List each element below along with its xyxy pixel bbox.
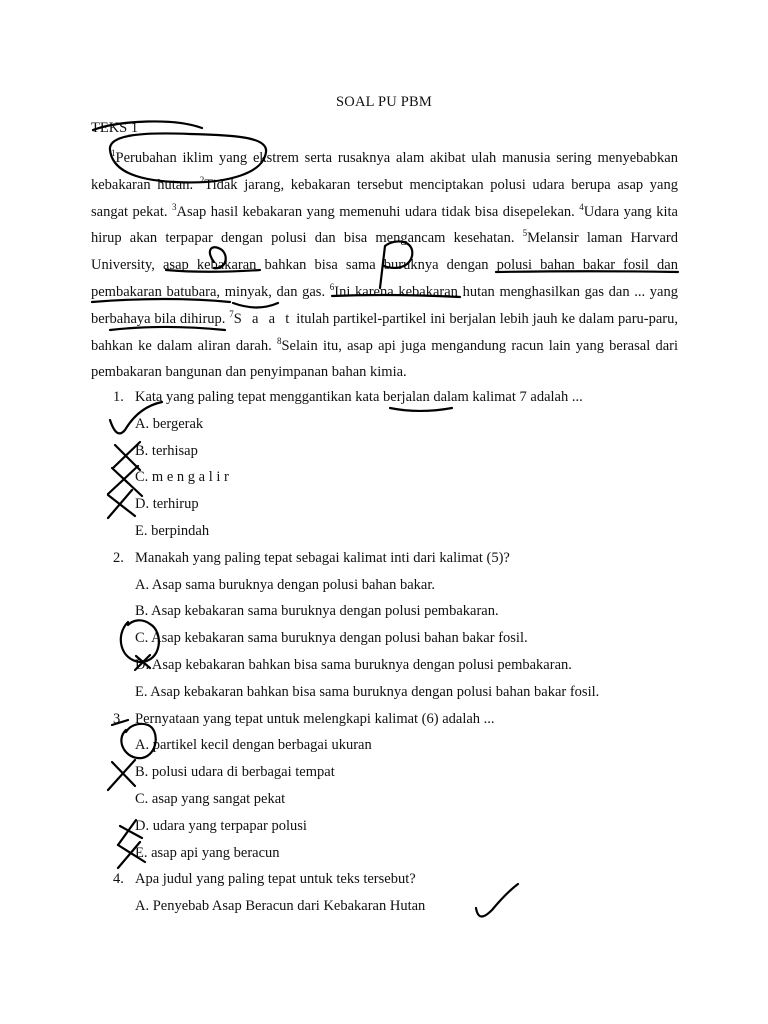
question-number: 1. <box>113 389 124 405</box>
reading-passage: $^1$Perubahan iklim yang ekstrem serta rusaknya alam akibat ulah manusia sering menyebabkan kebakaran hutan. $^2$Tidak jarang, kebakaran tersebut menciptakan polusi udara berupa asap yang sangat pekat. $^3$Asap hasil kebakaran yang memenuhi udara tidak bisa disepelekan. $^4$Udara yang kita hirup akan terpapar dengan polusi dan bisa mengancam kesehatan. $^5$Melansir laman Harvard University, asap kebakaran bahkan bisa sama buruknya dengan polusi bahan bakar fosil dan pembakaran batubara, minyak, dan gas. $^6$Ini karena kebakaran hutan menghasilkan gas dan ... yang berbahaya bila dihirup. $^7$S a a t itulah partikel-partikel ini berjalan lebih jauh ke dalam paru-paru, bahkan ke dalam aliran darah. $^8$Selain itu, asap api juga mengandung racun lain yang berasal dari pembakaran bangunan dan penyimpanan bahan kimia. <box>91 148 679 381</box>
option-1c[interactable]: C. m e n g a l i r <box>135 469 229 486</box>
option-3c[interactable]: C. asap yang sangat pekat <box>135 790 286 807</box>
sentence-7-start: S a a t <box>233 310 293 327</box>
sentence-7: itulah partikel-partikel ini berjalan lebih jauh ke dalam paru-paru, bahkan ke dalam aliran darah. <box>91 310 679 354</box>
question-2 <box>0 545 768 572</box>
question-text: Kata yang paling tepat menggantikan kata berjalan dalam kalimat 7 adalah ... <box>135 389 583 405</box>
option-3e[interactable]: E. asap api yang beracun <box>135 844 280 861</box>
sentence-5: Melansir laman Harvard University, asap kebakaran bahkan bisa sama buruknya dengan polusi bahan bakar fosil dan pembakaran batubara, minyak, dan gas. <box>91 230 679 300</box>
sentence-3: Asap hasil kebakaran yang memenuhi udara tidak bisa disepelekan. <box>176 203 575 220</box>
question-3 <box>0 706 768 733</box>
question-text: Apa judul yang paling tepat untuk teks tersebut? <box>135 871 416 888</box>
page-title: SOAL PU PBM <box>336 94 432 110</box>
option-3a[interactable]: A. partikel kecil dengan berbagai ukuran <box>135 737 372 754</box>
option-1a[interactable]: A. bergerak <box>135 415 204 432</box>
sentence-8: Selain itu, asap api juga mengandung racun lain yang berasal dari pembakaran bangunan dan penyimpanan bahan kimia. <box>91 337 678 381</box>
option-1b[interactable]: B. terhisap <box>135 442 198 459</box>
question-number: 4. <box>113 871 124 888</box>
sentence-2: Tidak jarang, kebakaran tersebut menciptakan polusi udara berupa asap yang sangat pekat. <box>91 176 678 220</box>
question-text: Pernyataan yang tepat untuk melengkapi kalimat (6) adalah ... <box>135 710 495 727</box>
text-heading: TEKS 1 <box>91 120 139 136</box>
question-number: 3. <box>113 710 124 727</box>
option-1e[interactable]: E. berpindah <box>135 522 210 539</box>
option-4a[interactable]: A. Penyebab Asap Beracun dari Kebakaran Hutan <box>135 898 426 915</box>
sentence-4: Udara yang kita hirup akan terpapar dengan polusi dan bisa mengancam kesehatan. <box>91 203 678 247</box>
option-3b[interactable]: B. polusi udara di berbagai tempat <box>135 764 335 781</box>
option-2d[interactable]: D. Asap kebakaran bahkan bisa sama buruknya dengan polusi pembakaran. <box>135 656 572 673</box>
sentence-1: Perubahan iklim yang ekstrem serta rusaknya alam akibat ulah manusia sering menyebabkan kebakaran hutan. <box>91 150 678 193</box>
question-4 <box>0 866 768 893</box>
option-2e[interactable]: E. Asap kebakaran bahkan bisa sama buruknya dengan polusi bahan bakar fosil. <box>135 683 600 700</box>
question-text: Manakah yang paling tepat sebagai kalimat inti dari kalimat (5)? <box>135 549 510 566</box>
question-1 <box>0 384 768 411</box>
option-3d[interactable]: D. udara yang terpapar polusi <box>135 817 307 834</box>
sentence-6: Ini karena kebakaran hutan menghasilkan gas dan ... yang berbahaya bila dihirup. <box>91 283 678 327</box>
option-1d[interactable]: D. terhirup <box>135 496 199 513</box>
question-number: 2. <box>113 549 124 566</box>
option-2c[interactable]: C. Asap kebakaran sama buruknya dengan polusi bahan bakar fosil. <box>135 630 528 647</box>
option-2b[interactable]: B. Asap kebakaran sama buruknya dengan polusi pembakaran. <box>135 603 499 620</box>
option-2a[interactable]: A. Asap sama buruknya dengan polusi bahan bakar. <box>135 576 435 593</box>
question-list <box>0 384 768 920</box>
